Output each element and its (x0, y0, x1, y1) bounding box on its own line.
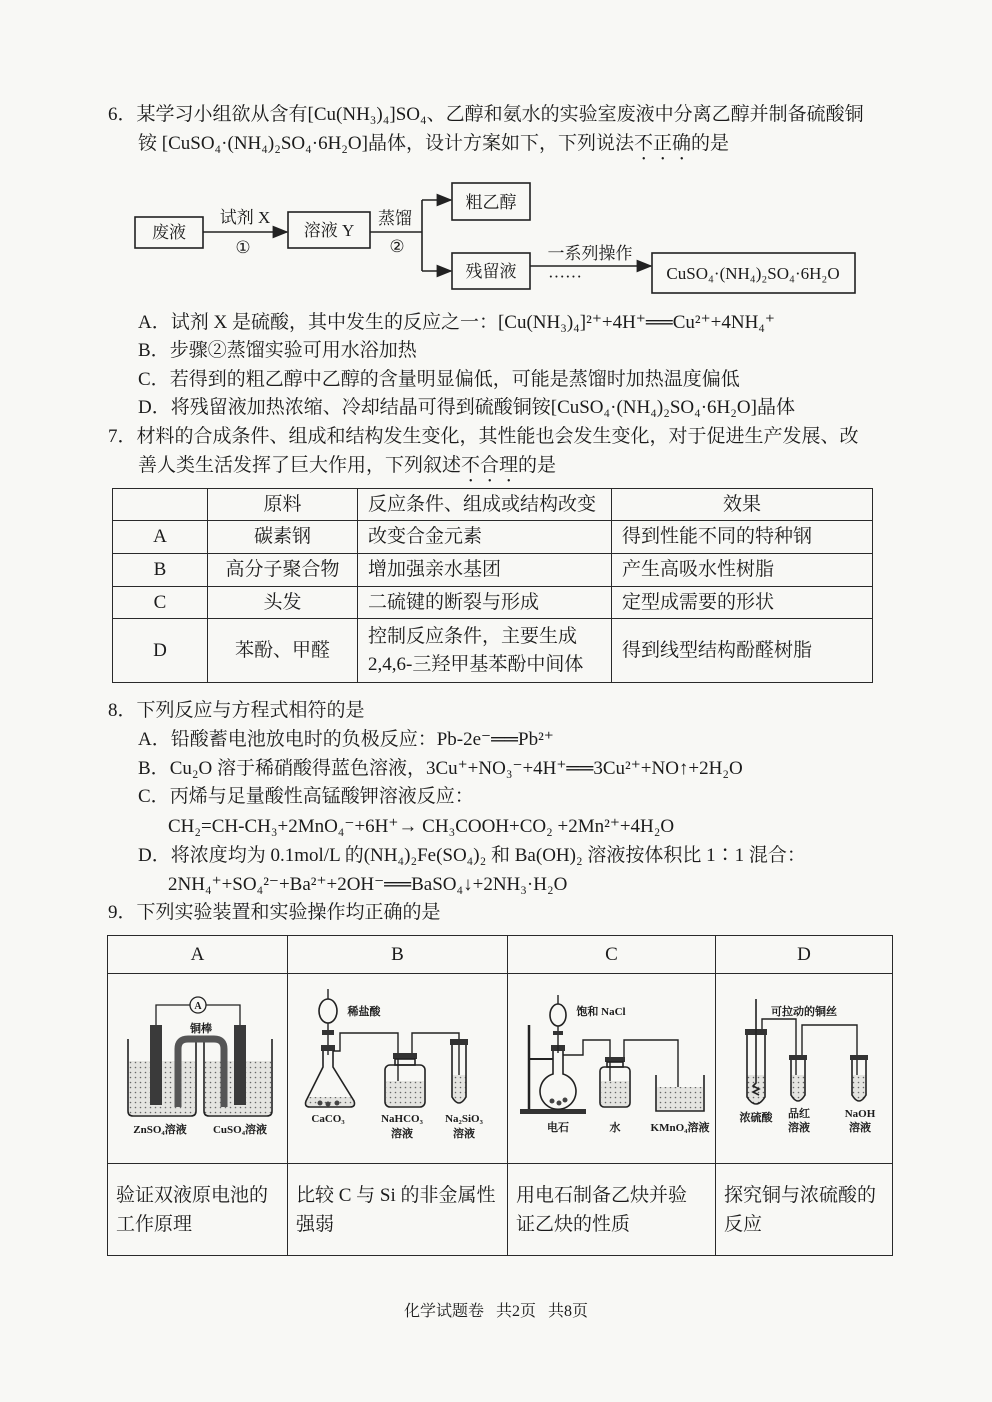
option-text: 丙烯与足量酸性高锰酸钾溶液反应： (169, 786, 474, 807)
purpose-line: 反应 (724, 1213, 763, 1235)
q6-option-a (138, 311, 775, 335)
table-row (113, 554, 873, 587)
apparatus-cell-c (508, 974, 716, 1164)
q6-stem-text: 的是 (690, 133, 729, 154)
header-blank (113, 489, 208, 521)
purpose-line: 证乙炔的性质 (516, 1213, 631, 1235)
flow-box-crude-ethanol (452, 183, 530, 220)
tube-fuchsine (789, 1055, 807, 1101)
row-change-line: 控制反应条件，主要生成 (368, 625, 578, 647)
purpose-line: 强弱 (296, 1213, 335, 1235)
flow-box-solution-y (288, 212, 370, 248)
header-material: 原料 (208, 489, 358, 521)
option-text: 将残留液加热浓缩、冷却结晶可得到硫酸铜铵[CuSO₄·(NH₄)₂SO₄·6H₂O]晶体 (170, 397, 795, 418)
q8-stem-text: 下列反应与方程式相符的是 (136, 700, 365, 721)
bottle-label-2: 溶液 (391, 1127, 413, 1140)
q6-stem-text: 铵 [CuSO₄·(NH₄)₂SO₄·6H₂O]晶体，设计方案如下，下列说法 (138, 133, 634, 154)
row-material: 高分子聚合物 (208, 554, 358, 587)
table-row (113, 521, 873, 554)
option-letter: B． (138, 758, 170, 779)
row-material: 碳素钢 (208, 521, 358, 554)
wash-bottle (385, 1053, 425, 1107)
q7-stem-text: 材料的合成条件、组成和结构发生变化，其性能也会发生变化，对于促进生产发展、改 (136, 426, 859, 447)
copper-electrode (234, 1025, 246, 1105)
bottle-label: 水 (609, 1121, 621, 1134)
option-text: Cu₂O 溶于稀硝酸得蓝色溶液，3Cu⁺+NO₃⁻+4H⁺══3Cu²⁺+NO↑+2H₂O (169, 758, 743, 779)
option-text: 试剂 X 是硫酸，其中发生的反应之一：[Cu(NH₃)₄]²⁺+4H⁺══Cu²⁺+4NH₄⁺ (170, 312, 775, 333)
row-change: 改变合金元素 (358, 521, 612, 554)
option-letter: D． (138, 397, 171, 418)
q8-number: 8． (108, 700, 137, 721)
beaker-label: KMnO₄溶液 (650, 1121, 710, 1134)
q7-number: 7． (108, 426, 137, 447)
dropping-funnel (550, 995, 566, 1053)
galvanic-cell-diagram (108, 975, 288, 1163)
q9-stem (108, 901, 441, 925)
row-letter: B (113, 554, 208, 587)
row-letter: C (113, 587, 208, 619)
beaker (656, 1075, 704, 1111)
flow-step1-number: ① (235, 238, 251, 257)
option-letter: D． (138, 845, 171, 866)
flow-box-label: 溶液 Y (303, 221, 355, 240)
q8-option-a (138, 728, 554, 752)
tube2-label: 品红 (788, 1107, 810, 1120)
q7-emphasis: 不合理 (461, 455, 519, 476)
flow-box-label: CuSO₄·(NH₄)₂SO₄·6H₂O (666, 264, 840, 283)
q6-option-b (138, 339, 417, 363)
q9-header-row (108, 936, 893, 974)
col-letter: B (288, 936, 508, 974)
row-letter: A (113, 521, 208, 554)
q7-stem-text: 善人类生活发挥了巨大作用，下列叙述 (138, 455, 462, 476)
bridge-label: 铜棒 (190, 1022, 212, 1035)
flask-label: 电石 (547, 1121, 569, 1134)
q8-option-c (138, 785, 474, 809)
tube3-label-2: 溶液 (849, 1121, 871, 1134)
page-footer: 化学试题卷 共2页 共8页 (403, 1303, 588, 1320)
q8-option-b (138, 757, 743, 781)
row-change: 增加强亲水基团 (358, 554, 612, 587)
flow-step3-dots: ······ (548, 267, 582, 286)
tube-naoh (850, 1055, 868, 1101)
tube1-label: 浓硫酸 (739, 1111, 773, 1124)
apparatus-cell-a (108, 974, 288, 1164)
q8-stem (108, 699, 365, 723)
flow-box-label: 残留液 (465, 262, 517, 281)
option-letter: B． (138, 340, 170, 361)
q7-stem-text: 的是 (518, 455, 557, 476)
q8-option-c-equation: CH₂=CH-CH₃+2MnO₄⁻+6H⁺→ CH₃COOH+CO₂ +2Mn²⁺+4H₂O (168, 816, 675, 837)
purpose-line: 比较 C 与 Si 的非金属性 (296, 1184, 496, 1206)
erlenmeyer-flask (306, 1045, 355, 1107)
row-letter: D (113, 619, 208, 683)
purpose-cell-d (716, 1164, 893, 1256)
option-letter: A． (138, 729, 171, 750)
flow-step2-number: ② (389, 237, 405, 256)
row-material: 苯酚、甲醛 (208, 619, 358, 683)
table-header-row (113, 489, 873, 521)
ammeter-icon (190, 997, 206, 1013)
q7-table (112, 488, 873, 683)
header-change: 反应条件、组成或结构改变 (358, 489, 612, 521)
flow-box-label: 废液 (152, 223, 186, 242)
row-effect: 产生高吸水性树脂 (612, 554, 873, 587)
apparatus-cell-b (288, 974, 508, 1164)
acid-label: 稀盐酸 (347, 1005, 381, 1018)
purpose-cell-b (288, 1164, 508, 1256)
q9-number: 9． (108, 902, 137, 923)
flow-step2-op: 蒸馏 (378, 209, 412, 228)
q6-number: 6． (108, 104, 137, 125)
purpose-cell-a (108, 1164, 288, 1256)
q8-option-d-equation: 2NH₄⁺+SO₄²⁻+Ba²⁺+2OH⁻══BaSO₄↓+2NH₃·H₂O (168, 874, 568, 895)
purpose-line: 用电石制备乙炔并验 (516, 1184, 688, 1206)
tube2-label-2: 溶液 (788, 1121, 810, 1134)
option-text: 若得到的粗乙醇中乙醇的含量明显偏低，可能是蒸馏时加热温度偏低 (169, 369, 740, 390)
flow-box-waste (135, 217, 203, 248)
table-row (113, 587, 873, 619)
left-solution-label: ZnSO₄溶液 (133, 1123, 187, 1136)
flow-box-residue (452, 253, 530, 289)
flow-box-label: 粗乙醇 (465, 193, 517, 212)
q6-stem-line1 (108, 103, 864, 127)
option-text: 将浓度均为 0.1mol/L 的(NH₄)₂Fe(SO₄)₂ 和 Ba(OH)₂ 溶液按体积比 1∶1 混合： (170, 845, 806, 866)
option-letter: C． (138, 369, 170, 390)
row-change-line: 2,4,6-三羟甲基苯酚中间体 (368, 653, 584, 675)
tube3-label: NaOH (844, 1107, 876, 1120)
purpose-cell-c (508, 1164, 716, 1256)
flask-label: CaCO₃ (311, 1112, 345, 1125)
option-letter: C． (138, 786, 170, 807)
option-text: 步骤②蒸馏实验可用水浴加热 (169, 340, 417, 361)
connecting-tube (762, 1019, 857, 1093)
q8-option-d (138, 844, 806, 868)
zinc-electrode (150, 1025, 162, 1105)
row-change: 二硫键的断裂与形成 (358, 587, 612, 619)
row-effect: 得到线型结构酚醛树脂 (612, 619, 873, 683)
q6-flowchart (0, 170, 900, 305)
svg-text:A: A (194, 1000, 202, 1012)
wash-bottle (600, 1057, 630, 1107)
q9-purpose-row (108, 1164, 893, 1256)
q6-emphasis: 不正确 (633, 133, 691, 154)
header-effect: 效果 (612, 489, 873, 521)
bottle-label: NaHCO₃ (381, 1112, 423, 1125)
q7-stem-line2 (138, 454, 556, 487)
funnel-label: 饱和 NaCl (576, 1005, 626, 1018)
table-row (113, 619, 873, 683)
option-text: 铅酸蓄电池放电时的负极反应：Pb-2e⁻══Pb²⁺ (170, 729, 554, 750)
q6-option-c (138, 368, 740, 392)
flow-box-product (652, 253, 855, 293)
row-effect: 得到性能不同的特种钢 (612, 521, 873, 554)
row-effect: 定型成需要的形状 (612, 587, 873, 619)
q6-stem-line2 (138, 132, 729, 165)
q9-apparatus-row (108, 974, 893, 1164)
wire-label: 可拉动的铜丝 (771, 1005, 837, 1018)
row-material: 头发 (208, 587, 358, 619)
purpose-line: 验证双液原电池的 (116, 1184, 269, 1206)
tube-label-2: 溶液 (453, 1127, 475, 1140)
right-solution-label: CuSO₄溶液 (212, 1123, 268, 1136)
purpose-line: 探究铜与浓硫酸的 (724, 1184, 877, 1206)
flow-step1-reagent: 试剂 X (219, 208, 271, 227)
row-change (358, 619, 612, 683)
col-letter: C (508, 936, 716, 974)
acetylene-diagram (508, 975, 716, 1163)
copper-sulfuric-diagram (716, 975, 893, 1163)
q6-option-d (138, 396, 795, 420)
col-letter: D (716, 936, 893, 974)
option-letter: A． (138, 312, 171, 333)
acid-strength-diagram (288, 975, 508, 1163)
q9-stem-text: 下列实验装置和实验操作均正确的是 (136, 902, 441, 923)
q7-stem-line1 (108, 425, 859, 449)
flow-step3-op: 一系列操作 (547, 244, 633, 263)
tube-label: Na₂SiO₃ (445, 1112, 483, 1125)
q6-stem-text: 某学习小组欲从含有[Cu(NH₃)₄]SO₄、乙醇和氨水的实验室废液中分离乙醇并制备硫酸铜 (136, 104, 864, 125)
q9-table (107, 935, 893, 1256)
col-letter: A (108, 936, 288, 974)
apparatus-cell-d (716, 974, 893, 1164)
purpose-line: 工作原理 (116, 1213, 193, 1235)
